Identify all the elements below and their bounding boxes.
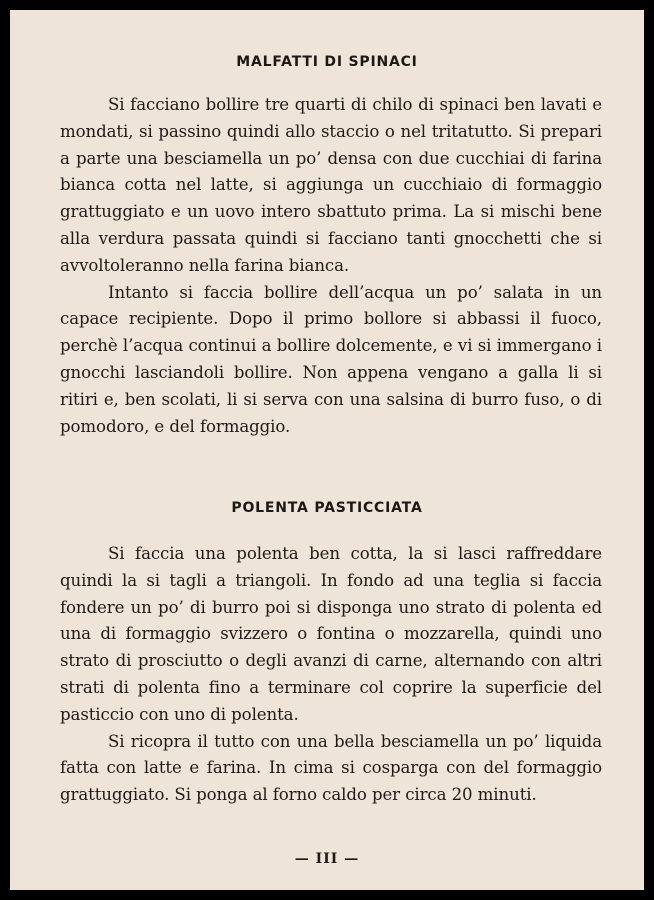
paragraph: Intanto si faccia bollire dell’acqua un po’ salata in un capace recipiente. Dopo il primo bollore si abbassi il fuoco, perchè l’acqua continui a bollire dolcemente, e vi si immergano i gnocchi lasciandoli bollire. Non appena vengano a galla li si ritiri e, ben scolati, li si serva con una salsina di burro fuso, o di pomodoro, e del formaggio. [60, 282, 602, 436]
paragraph: Si ricopra il tutto con una bella besciamella un po’ liquida fatta con latte e farina. In cima si cosparga con del formaggio grattuggiato. Si ponga al forno caldo per circa 20 minuti. [60, 731, 602, 805]
book-page [10, 10, 644, 890]
recipe-body-malfatti [60, 92, 602, 440]
recipe-title-malfatti: MALFATTI DI SPINACI [236, 54, 418, 70]
recipe-title-polenta: POLENTA PASTICCIATA [231, 500, 423, 516]
recipe-body-polenta [60, 541, 602, 809]
paragraph: Si faccia una polenta ben cotta, la si lasci raffreddare quindi la si tagli a triangoli. In fondo ad una teglia si faccia fondere un po’ di burro poi si disponga uno strato di polenta ed una di formaggio svizzero o fontina o mozzarella, quindi uno strato di prosciutto o degli avanzi di carne, alternando con altri strati di polenta fino a terminare col coprire la superficie del pasticcio con uno di polenta. [60, 544, 602, 724]
page-number: — III — [294, 851, 360, 867]
paragraph: Si facciano bollire tre quarti di chilo di spinaci ben lavati e mondati, si passino quindi allo staccio o nel tritatutto. Si prepari a parte una besciamella un po’ densa con due cucchiai di farina bianca cotta nel latte, si aggiunga un cucchiaio di formaggio grattuggiato e un uovo intero sbattuto prima. La si mischi bene alla verdura passata quindi si facciano tanti gnocchetti che si avvoltoleranno nella farina bianca. [60, 95, 602, 275]
